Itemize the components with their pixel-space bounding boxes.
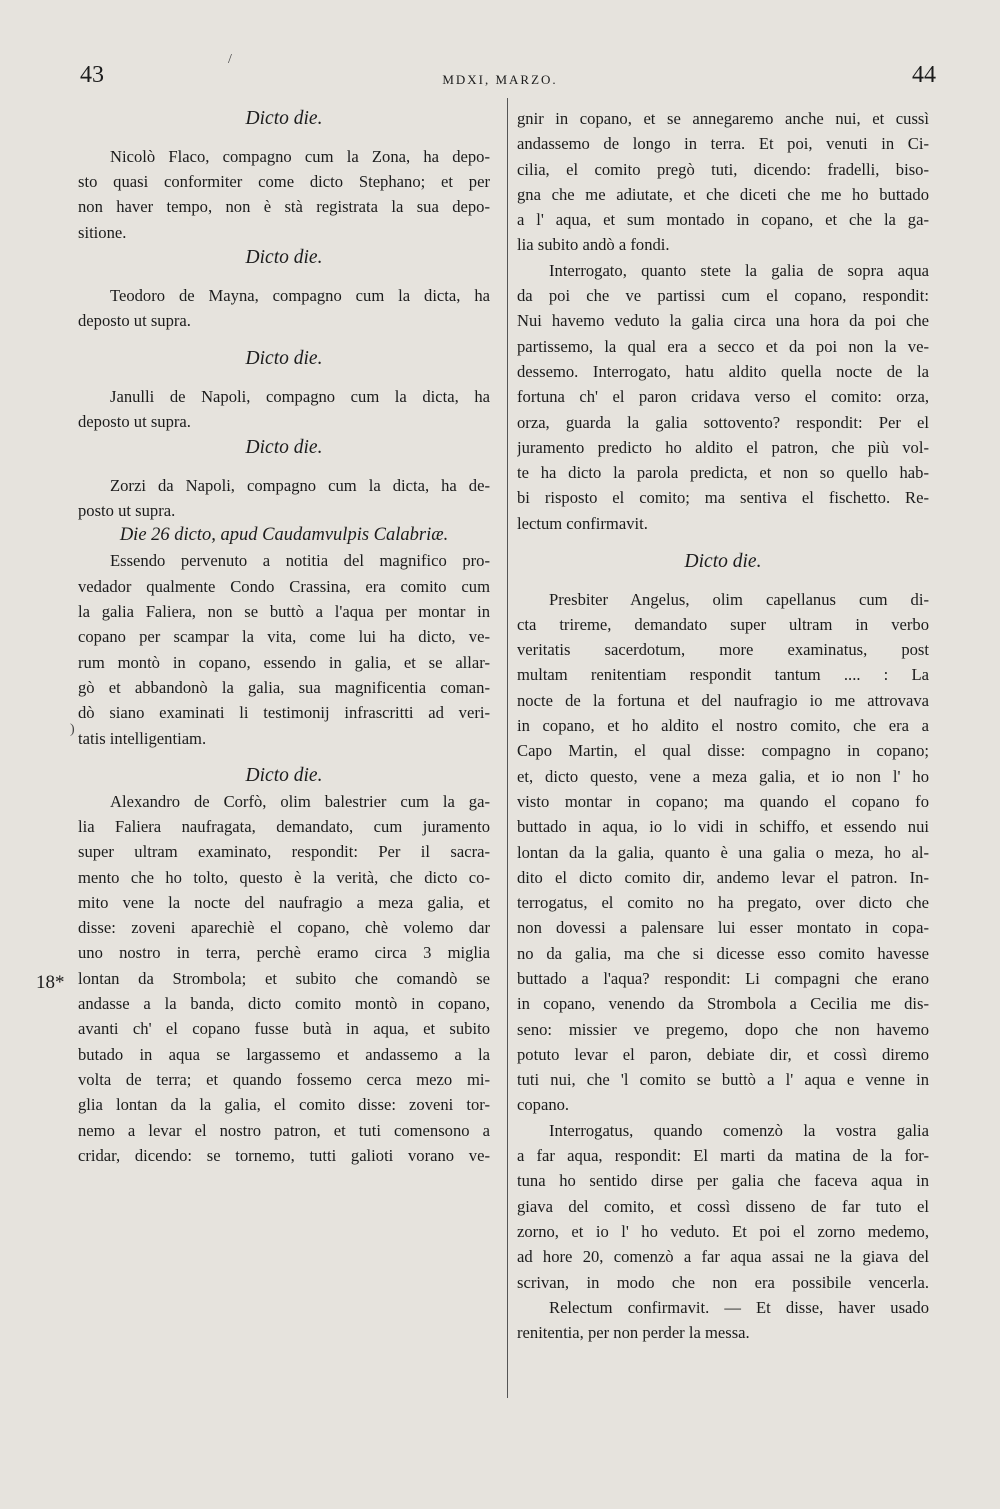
right-column-line: cilia, el comito pregò tuti, dicendo: fradelli, biso- [517,159,929,179]
right-column-line: partissemo, la qual era a secco et da poi non la ve- [517,336,929,356]
left-column-line: vedador qualmente Condo Crassina, era comito cum [78,576,490,596]
right-column-line: Relectum confirmavit. — Et disse, haver usado [549,1297,929,1317]
right-column-line: in copano, venendo da Strombola a Cecilia me dis- [517,994,929,1014]
left-column-line: Die 26 dicto, apud Caudamvulpis Calabriæ. [119,525,449,546]
right-column-line: no da galia, ma che si dicesse esso comito havesse [517,943,929,963]
left-column-line [78,270,490,283]
left-column-line: posto ut supra. [78,500,176,520]
left-column-line: Dicto die. [245,348,323,370]
left-column-line: non haver tempo, non è stà registrata la sua depo- [78,197,490,217]
left-column-line: andasse a la banda, dicto comito montò in copano, [78,994,490,1014]
left-column-line: Dicto die. [245,765,323,787]
right-column-line: tuna ho sentido dirse per galia che faceva aqua in [517,1171,929,1191]
right-column-line: scrivan, in modo che non era possibile vencerla. [517,1272,929,1292]
right-column-line: veritatis sacerdotum, more examinatus, post [517,640,929,660]
right-column-line: dito el dicto comito dir, andemo levar el patron. In- [517,867,929,887]
left-column-line [78,460,490,473]
left-column-line: cridar, dicendo: se tornemo, tutti galioti vorano ve- [78,1145,490,1165]
right-column-line: seno: missier ve pregemo, dopo che non havemo [517,1019,929,1039]
right-column-line: Nui havemo veduto la galia circa una hora da poi che [517,311,929,331]
right-column-line [517,536,929,549]
right-column-line: bi risposto el comito; ma sentiva el fischetto. Re- [517,488,929,508]
left-column-line: Janulli de Napoli, compagno cum la dicta, ha [110,387,490,407]
right-column-line: zorno, et io l' ho veduto. Et poi el zorno medemo, [517,1221,929,1241]
right-column-line: gna che me adiutate, et che diceti che me ho buttado [517,184,929,204]
right-column [517,106,929,1345]
left-column-line: Zorzi da Napoli, compagno cum la dicta, ha de- [110,475,490,495]
left-column-line: nemo a levar el nostro patron, et tuti comensono a [78,1120,490,1140]
left-column [78,106,490,1168]
left-column-line: mento che ho tolto, questo è la verità, che dicto co- [78,867,490,887]
left-column-line: disse: zoveni aparechiè el copano, chè volemo dar [78,918,490,938]
left-column-line: copano per scampar la vita, come lui ha dicto, ve- [78,627,490,647]
right-column-line: a far aqua, respondit: El marti da matina de la for- [517,1146,929,1166]
right-column-line: a l' aqua, et sum montado in copano, et che la ga- [517,210,929,230]
stray-mark: / [228,52,232,67]
right-column-line: da poi che ve partissi cum el copano, respondit: [517,286,929,306]
right-column-line: buttado a l'aqua? respondit: Li compagni che erano [517,968,929,988]
left-column-line: Dicto die. [245,247,323,269]
left-column-line: Dicto die. [245,108,323,129]
right-column-line: orza, guarda la galia sottovento? respondit: Per el [517,412,929,432]
right-column-line: Interrogatus, quando comenzò la vostra galia [549,1120,929,1140]
right-column-line: renitentia, per non perder la messa. [517,1323,750,1343]
left-column-line [78,751,490,764]
right-column-line: juramento predicto ho aldito el patron, che più vol- [517,437,929,457]
left-column-line: avanti ch' el copano fusse butà in aqua, et subito [78,1019,490,1039]
right-column-line: lia subito andò a fondi. [517,235,670,255]
left-column-line: super ultram examinato, respondit: Per il sacra- [78,842,490,862]
right-column-line: buttado in aqua, io lo vidi in schiffo, et essendo nui [517,817,929,837]
right-column-line: ad hore 20, comenzò a far aqua assai ne la giava del [517,1247,929,1267]
left-column-line: glia lontan da la galia, el comito disse: zoveni tor- [78,1095,490,1115]
left-column-line: Teodoro de Mayna, compagno cum la dicta, ha [110,285,490,305]
right-column-line: lontan da la galia, quanto è una galia o meza, ho al- [517,842,929,862]
stray-mark: ) [70,722,75,737]
right-column-line: andassemo de longo in terra. Et poi, venuti in Ci- [517,134,929,154]
page-number-right: 44 [912,62,936,88]
left-column-line: deposto ut supra. [78,412,191,432]
left-column-line: la galia Faliera, non se buttò a l'aqua per montar in [78,602,490,622]
left-column-line: lia Faliera naufragata, demandato, cum juramento [78,816,490,836]
left-column-line: deposto ut supra. [78,311,191,331]
left-column-line: rum montò in copano, essendo in galia, et se allar- [78,652,490,672]
right-column-line: Presbiter Angelus, olim capellanus cum di- [549,589,929,609]
left-column-line: Essendo pervenuto a notitia del magnifico pro- [110,551,490,571]
right-column-line: multam renitentiam respondit tantum .... : La [517,665,929,685]
left-column-line [78,334,490,347]
left-column-line: Alexandro de Corfò, olim balestrier cum la ga- [110,791,490,811]
right-column-line: visto montar in copano; ma quando el copano fo [517,791,929,811]
left-column-line: butado in aqua se largassemo et andassemo a la [78,1044,490,1064]
right-column-line: gnir in copano, et se annegaremo anche nui, et cussì [517,109,929,128]
left-column-line: Dicto die. [245,436,323,458]
left-column-line: Nicolò Flaco, compagno cum la Zona, ha depo- [110,146,490,166]
left-column-line: sto quasi conformiter come dicto Stephano; et per [78,172,490,192]
right-column-line: te ha dicto la parola predicta, et non so quello hab- [517,463,929,483]
margin-note: 18* [36,972,65,993]
left-column-line: sitione. [78,222,127,242]
left-column-line: gò et abbandonò la galia, sua magnificentia coman- [78,677,490,697]
right-column-line: non dovessi a palensare lui esser montato in copa- [517,918,929,938]
right-column-line: Dicto die. [684,550,762,572]
left-column-line: dò siano examinati li testimonij infrascritti ad veri- [78,703,490,723]
page-header [0,62,1000,92]
left-column-line [78,131,490,144]
left-column-line [78,371,490,384]
left-column-line: mito vene la nocte del naufragio a meza galia, et [78,892,490,912]
right-column-line: giava del comito, et cossì disseno de far tuto el [517,1196,929,1216]
right-column-line: potuto levar el paron, debiate dir, et cossì diremo [517,1044,929,1064]
column-divider [507,98,508,1398]
right-column-line: tuti nui, che 'l comito se buttò a l' aqua e venne in [517,1070,929,1090]
right-column-line: fortuna ch' el paron cridava verso el comito: orza, [517,387,929,407]
right-column-line: copano. [517,1095,570,1115]
right-column-line [517,574,929,587]
left-column-line: volta de terra; et quando fossemo cerca mezo mi- [78,1069,490,1089]
running-title: MDXI, MARZO. [442,72,558,87]
right-column-line: dessemo. Interrogato, hatu aldito quella nocte de la [517,361,929,381]
right-column-line: in copano, et ho aldito el nostro comito, che era a [517,716,929,736]
left-column-line: tatis intelligentiam. [78,728,207,748]
left-column-line: uno nostro in terra, perchè eramo circa 3 miglia [78,943,490,963]
right-column-line: lectum confirmavit. [517,513,648,533]
left-column-line: lontan da Strombola; et subito che comandò se [78,968,490,988]
right-column-line: et, dicto questo, vene a meza galia, et io non l' ho [517,766,929,786]
right-column-line: cta trireme, demandato super ultram in verbo [517,614,929,634]
right-column-line: terrogatus, el comito no ha pregato, over dicto che [517,893,929,913]
right-column-line: nocte de la fortuna et del naufragio io me attrovava [517,690,929,710]
right-column-line: Interrogato, quanto stete la galia de sopra aqua [549,260,929,280]
page-number-left: 43 [80,62,104,88]
right-column-line: Capo Martin, el qual disse: compagno in copano; [517,741,929,761]
